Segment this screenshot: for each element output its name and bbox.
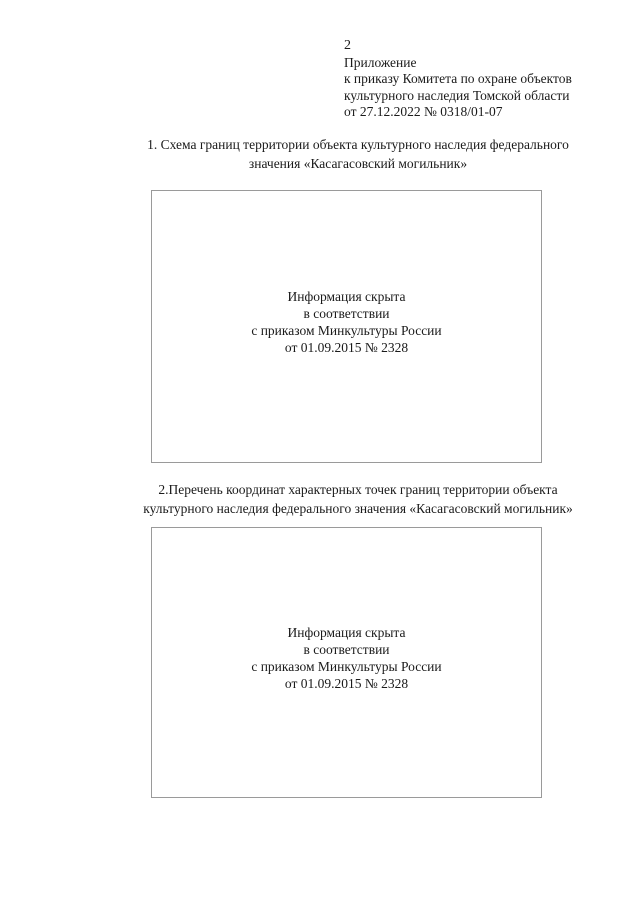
section-2-heading-line-1: 2.Перечень координат характерных точек границ территории объекта <box>158 482 558 497</box>
hidden-notice-line-1: Информация скрыта <box>287 289 406 304</box>
hidden-notice-line-2: в соответствии <box>303 306 390 321</box>
hidden-notice-line-4: от 01.09.2015 № 2328 <box>284 340 409 355</box>
committee-name: культурного наследия Томской области <box>344 87 570 103</box>
coordinates-list-placeholder <box>151 527 542 798</box>
section-1-heading-line-2: значения «Касагасовский могильник» <box>248 155 468 171</box>
section-1-heading-line-1: 1. Схема границ территории объекта культурного наследия федерального <box>147 137 569 152</box>
section-1-heading <box>118 136 598 173</box>
order-reference: к приказу Комитета по охране объектов <box>344 71 572 86</box>
hidden-notice-line-4: от 01.09.2015 № 2328 <box>284 676 409 691</box>
boundary-scheme-placeholder <box>151 190 542 463</box>
appendix-header <box>344 38 572 121</box>
hidden-info-notice <box>152 288 541 356</box>
order-date-number: от 27.12.2022 № 0318/01-07 <box>344 104 503 119</box>
hidden-notice-line-2: в соответствии <box>303 642 390 657</box>
appendix-title: Приложение <box>344 54 417 70</box>
hidden-notice-line-3: с приказом Минкультуры России <box>251 659 442 674</box>
hidden-notice-line-1: Информация скрыта <box>287 625 406 640</box>
section-2-heading <box>118 481 598 518</box>
section-2-heading-line-2: культурного наследия федерального значения «Касагасовский могильник» <box>143 500 573 516</box>
hidden-notice-line-3: с приказом Минкультуры России <box>251 323 442 338</box>
page-number: 2 <box>344 38 351 53</box>
hidden-info-notice <box>152 624 541 692</box>
